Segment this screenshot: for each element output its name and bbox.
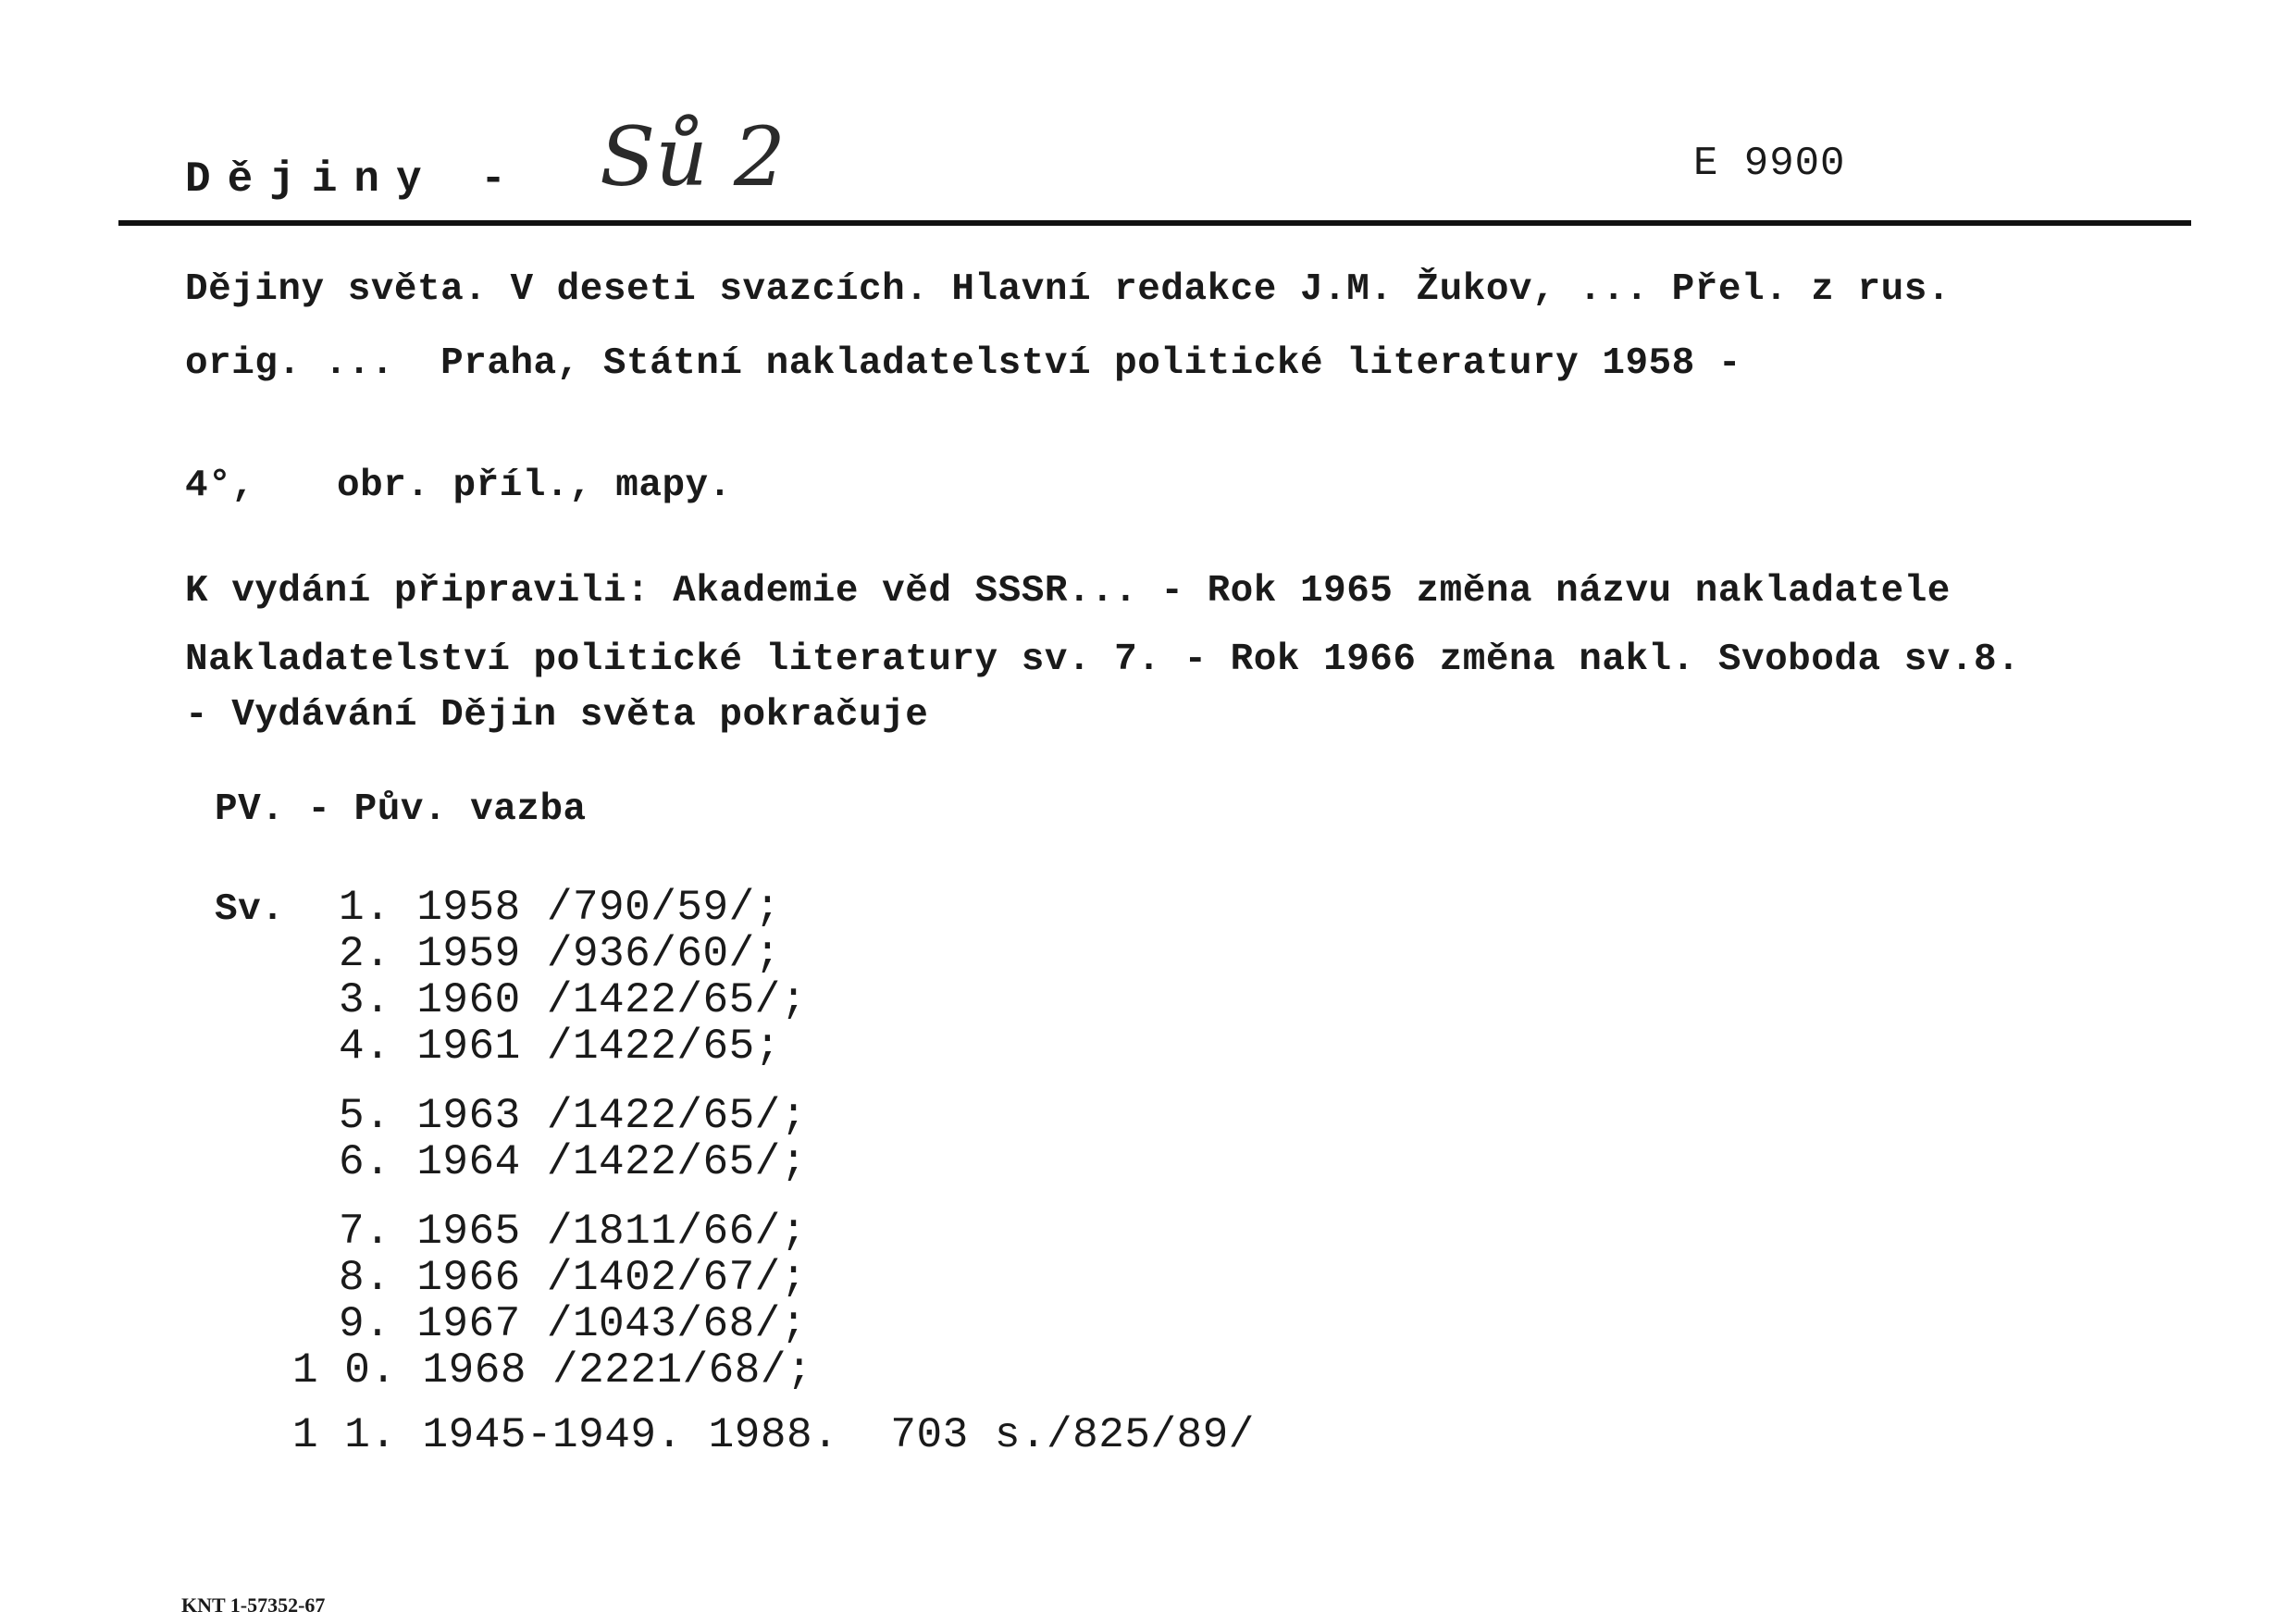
volumes-label: Sv. xyxy=(215,888,285,931)
volume-entry: 1. 1958 /790/59/; xyxy=(339,884,781,932)
volume-entry: 4. 1961 /1422/65; xyxy=(339,1023,781,1071)
call-number: E 9900 xyxy=(1693,141,1846,187)
volume-entry: 1 0. 1968 /2221/68/; xyxy=(292,1346,813,1395)
format-size: 4°, xyxy=(185,465,255,507)
volume-entry: 3. 1960 /1422/65/; xyxy=(339,976,807,1024)
format-illustrations: obr. příl., mapy. xyxy=(337,465,732,507)
volume-entry: 2. 1959 /936/60/; xyxy=(339,930,781,978)
binding-note: PV. - Pův. vazba xyxy=(215,788,587,831)
volume-entry: 5. 1963 /1422/65/; xyxy=(339,1092,807,1140)
volume-entry: 9. 1967 /1043/68/; xyxy=(339,1300,807,1348)
card-footer: KNT 1-57352-67 xyxy=(181,1593,326,1617)
notes-line-1: K vydání připravili: Akademie věd SSSR... - Rok 1965 změna názvu nakladatele xyxy=(185,570,1951,613)
notes-line-3: - Vydávání Dějin světa pokračuje xyxy=(185,694,929,737)
description-line-2: orig. ... Praha, Státní nakladatelství politické literatury 1958 - xyxy=(185,342,1741,385)
volume-entry: 6. 1964 /1422/65/; xyxy=(339,1138,807,1186)
volume-entry: 1 1. 1945-1949. 1988. 703 s./825/89/ xyxy=(292,1411,1255,1459)
handwritten-signature: Sů 2 xyxy=(600,109,786,205)
notes-line-2: Nakladatelství politické literatury sv. 7. - Rok 1966 změna nakl. Svoboda sv.8. xyxy=(185,638,2021,681)
header-rule xyxy=(118,220,2191,226)
volume-entry: 8. 1966 /1402/67/; xyxy=(339,1254,807,1302)
description-line-1: Dějiny světa. V deseti svazcích. Hlavní redakce J.M. Žukov, ... Přel. z rus. xyxy=(185,268,1951,311)
card-heading: Dějiny - xyxy=(185,155,523,204)
volume-entry: 7. 1965 /1811/66/; xyxy=(339,1208,807,1256)
